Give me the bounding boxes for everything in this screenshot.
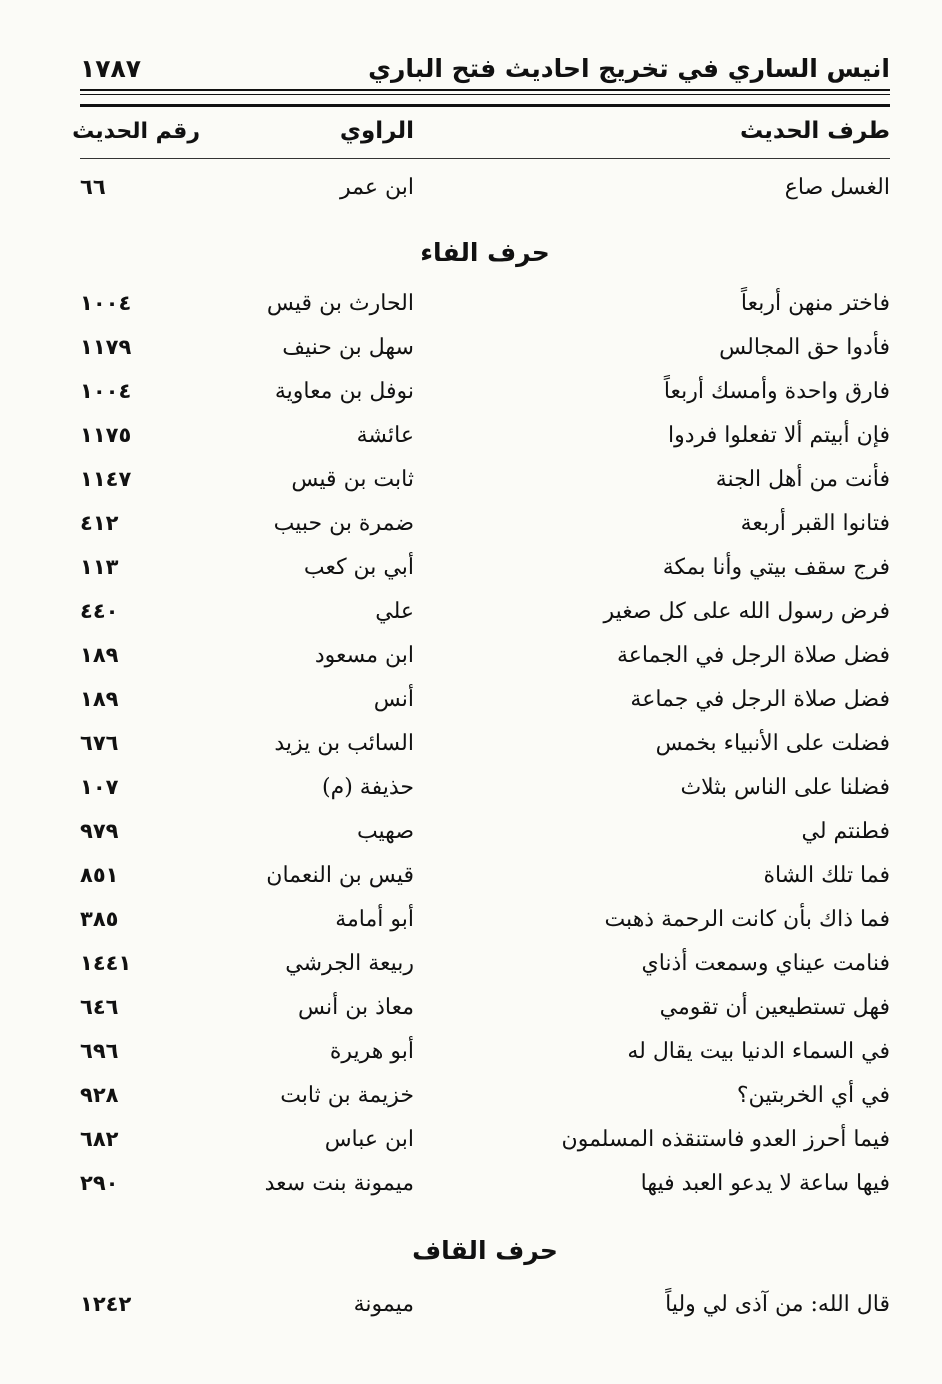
page-number: ١٧٨٧ — [80, 53, 142, 83]
hadith-number: ١٠٧ — [80, 775, 119, 799]
section-heading-fa: حرف الفاء — [420, 238, 550, 267]
table-top-rule — [80, 104, 890, 107]
table-row — [80, 943, 890, 983]
hadith-number: ٦٦ — [80, 175, 106, 199]
table-row — [80, 459, 890, 499]
header-rule — [80, 89, 890, 91]
table-row — [80, 1163, 890, 1203]
narrator: نوفل بن معاوية — [274, 378, 414, 404]
narrator: عائشة — [356, 422, 414, 448]
hadith-number: ١٠٠٤ — [80, 379, 132, 403]
book-title: انيس الساري في تخريج احاديث فتح الباري — [368, 53, 890, 83]
hadith-number: ١١٣ — [80, 555, 119, 579]
hadith-number: ٢٩٠ — [80, 1171, 119, 1195]
narrator: قيس بن النعمان — [266, 862, 414, 888]
running-head — [80, 48, 890, 88]
table-row — [80, 591, 890, 631]
narrator: ابن مسعود — [314, 642, 414, 668]
narrator: أبي بن كعب — [303, 554, 414, 580]
hadith-text: فضلت على الأنبياء بخمس — [655, 730, 890, 756]
hadith-text: فارق واحدة وأمسك أربعاً — [663, 378, 890, 404]
hadith-number: ٩٢٨ — [80, 1083, 119, 1107]
hadith-number: ٦٤٦ — [80, 995, 119, 1019]
narrator: أنس — [373, 686, 414, 712]
hadith-text: فيما أحرز العدو فاستنقذه المسلمون — [561, 1126, 890, 1152]
table-row — [80, 327, 890, 367]
hadith-text: في السماء الدنيا بيت يقال له — [627, 1038, 890, 1064]
table-row — [80, 767, 890, 807]
narrator: ميمونة بنت سعد — [264, 1170, 414, 1196]
header-rule-thin — [80, 94, 890, 95]
narrator: الحارث بن قيس — [266, 290, 414, 316]
hadith-text: فإن أبيتم ألا تفعلوا فردوا — [668, 422, 890, 448]
table-row — [80, 679, 890, 719]
narrator: صهيب — [356, 818, 414, 844]
hadith-text: فرض رسول الله على كل صغير — [603, 598, 890, 624]
hadith-text: فرج سقف بيتي وأنا بمكة — [662, 554, 890, 580]
narrator: ثابت بن قيس — [291, 466, 414, 492]
table-row — [80, 723, 890, 763]
table-row — [80, 899, 890, 939]
hadith-number: ١٨٩ — [80, 643, 119, 667]
column-header-hadith: طرف الحديث — [739, 118, 890, 144]
hadith-text: فهل تستطيعين أن تقومي — [659, 994, 890, 1020]
section-heading-qaf: حرف القاف — [412, 1236, 558, 1265]
table-row — [80, 1284, 890, 1324]
hadith-number: ٤١٢ — [80, 511, 119, 535]
narrator: السائب بن يزيد — [274, 730, 414, 756]
narrator: معاذ بن أنس — [297, 994, 414, 1020]
hadith-text: فاختر منهن أربعاً — [740, 290, 890, 316]
table-row — [80, 855, 890, 895]
hadith-text: فأنت من أهل الجنة — [715, 466, 890, 492]
hadith-text: فتانوا القبر أربعة — [740, 510, 890, 536]
hadith-text: فضل صلاة الرجل في الجماعة — [617, 642, 890, 668]
hadith-text: فما ذاك بأن كانت الرحمة ذهبت — [604, 906, 890, 932]
hadith-text: فضل صلاة الرجل في جماعة — [630, 686, 890, 712]
narrator: أبو أمامة — [335, 906, 414, 932]
hadith-number: ١١٧٩ — [80, 335, 132, 359]
column-header-number: رقم الحديث — [72, 118, 200, 144]
hadith-number: ١٠٠٤ — [80, 291, 132, 315]
hadith-number: ٤٤٠ — [80, 599, 119, 623]
hadith-number: ١٢٤٢ — [80, 1292, 132, 1316]
hadith-text: فطنتم لي — [801, 818, 890, 844]
hadith-text: الغسل صاع — [784, 174, 890, 200]
hadith-text: فضلنا على الناس بثلاث — [680, 774, 890, 800]
table-row — [80, 547, 890, 587]
table-row — [80, 635, 890, 675]
table-row — [80, 1075, 890, 1115]
narrator: حذيفة (م) — [322, 774, 414, 800]
narrator: علي — [375, 598, 414, 624]
table-row — [80, 415, 890, 455]
hadith-text: فما تلك الشاة — [763, 862, 890, 888]
hadith-number: ١١٤٧ — [80, 467, 132, 491]
narrator: ابن عباس — [324, 1126, 414, 1152]
narrator: ربيعة الجرشي — [285, 950, 414, 976]
narrator: أبو هريرة — [329, 1038, 414, 1064]
table-row — [80, 167, 890, 207]
table-row — [80, 283, 890, 323]
table-header-rule — [80, 158, 890, 159]
table-row — [80, 371, 890, 411]
table-row — [80, 811, 890, 851]
hadith-number: ١٤٤١ — [80, 951, 132, 975]
hadith-text: فنامت عيناي وسمعت أذناي — [641, 950, 890, 976]
table-row — [80, 503, 890, 543]
hadith-number: ١٨٩ — [80, 687, 119, 711]
hadith-number: ٩٧٩ — [80, 819, 119, 843]
hadith-number: ٨٥١ — [80, 863, 119, 887]
narrator: ابن عمر — [340, 174, 414, 200]
hadith-number: ٦٩٦ — [80, 1039, 119, 1063]
narrator: سهل بن حنيف — [282, 334, 414, 360]
hadith-text: قال الله: من آذى لي ولياً — [665, 1291, 890, 1317]
hadith-number: ١١٧٥ — [80, 423, 132, 447]
hadith-number: ٣٨٥ — [80, 907, 119, 931]
table-row — [80, 987, 890, 1027]
narrator: خزيمة بن ثابت — [280, 1082, 414, 1108]
hadith-text: فيها ساعة لا يدعو العبد فيها — [640, 1170, 890, 1196]
narrator: ضمرة بن حبيب — [273, 510, 414, 536]
hadith-text: في أي الخربتين؟ — [736, 1082, 890, 1108]
column-header-narrator: الراوي — [339, 118, 414, 144]
hadith-number: ٦٧٦ — [80, 731, 119, 755]
hadith-number: ٦٨٢ — [80, 1127, 119, 1151]
narrator: ميمونة — [353, 1291, 414, 1317]
table-row — [80, 1031, 890, 1071]
hadith-text: فأدوا حق المجالس — [719, 334, 890, 360]
table-row — [80, 1119, 890, 1159]
table-header — [72, 111, 890, 151]
